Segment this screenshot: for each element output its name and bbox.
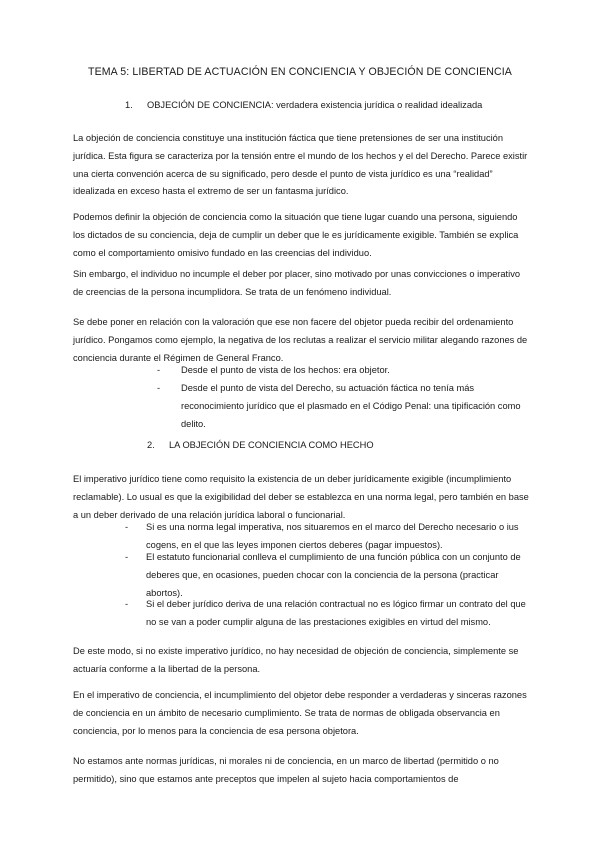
bullet-dash: - — [157, 365, 161, 375]
paragraph-5: El imperativo jurídico tiene como requisito la existencia de un deber jurídicamente exigible (incumplimiento reclamable). Lo usual es que la exigibilidad del deber se establezca en una norma legal, pero también en base a un deber derivado de una relación jurídica laboral o funcionarial. — [73, 474, 529, 520]
bullet-item — [125, 596, 533, 632]
paragraph-2: Podemos definir la objeción de conciencia como la situación que tiene lugar cuando una persona, siguiendo los dictados de su conciencia, deja de cumplir un deber que le es jurídicamente exigible. También se explica como el comportamiento omisivo fundado en las creencias del individuo. — [73, 212, 519, 258]
bullet-text: Si es una norma legal imperativa, nos situaremos en el marco del Derecho necesario o ius cogens, en el que las leyes imponen ciertos deberes (pagar impuestos). — [146, 522, 519, 550]
page-title: TEMA 5: LIBERTAD DE ACTUACIÓN EN CONCIENCIA Y OBJECIÓN DE CONCIENCIA — [88, 66, 512, 78]
bullet-text: Desde el punto de vista del Derecho, su actuación fáctica no tenía más reconocimiento jurídico que el plasmado en el Código Penal: una tipificación como delito. — [181, 383, 521, 429]
section-2-heading-text: LA OBJECIÓN DE CONCIENCIA COMO HECHO — [169, 440, 374, 450]
paragraph-1: La objeción de conciencia constituye una institución fáctica que tiene pretensiones de ser una institución jurídica. Esta figura se caracteriza por la tensión entre el mundo de los hechos y el del Derecho. Parece existir una cierta convención acerca de su significado, pero desde el punto de vista jurídico es una “realidad” idealizada en exceso hasta el extremo de ser un fantasma jurídico. — [73, 133, 528, 197]
bullet-dash: - — [125, 522, 129, 532]
section-1-heading-text: OBJECIÓN DE CONCIENCIA: verdadera existencia jurídica o realidad idealizada — [147, 100, 483, 110]
section-2-heading — [147, 440, 374, 450]
bullet-text: El estatuto funcionarial conlleva el cumplimiento de una función pública con un conjunto de deberes que, en ocasiones, pueden chocar con la conciencia de la persona (practicar abortos). — [146, 552, 521, 598]
paragraph-8: No estamos ante normas jurídicas, ni morales ni de conciencia, en un marco de libertad (permitido o no permitido), sino que estamos ante preceptos que impelen al sujeto hacia comportamientos de — [73, 756, 499, 784]
bullet-item — [157, 362, 533, 380]
paragraph-3: Sin embargo, el individuo no incumple el deber por placer, sino motivado por unas convicciones o imperativo de creencias de la persona incumplidora. Se trata de un fenómeno individual. — [73, 269, 521, 297]
bullet-item — [125, 549, 533, 602]
section-1-heading — [125, 100, 482, 110]
bullet-dash: - — [125, 599, 129, 609]
bullet-item — [157, 380, 533, 433]
paragraph-6: De este modo, si no existe imperativo jurídico, no hay necesidad de objeción de conciencia, simplemente se actuaría conforme a la libertad de la persona. — [73, 646, 519, 674]
paragraph-7: En el imperativo de conciencia, el incumplimiento del objetor debe responder a verdaderas y sinceras razones de conciencia en un ámbito de necesario cumplimiento. Se trata de normas de obligada observancia en conciencia, por lo menos para la conciencia de esa persona objetora. — [73, 690, 527, 736]
bullet-text: Si el deber jurídico deriva de una relación contractual no es lógico firmar un contrato del que no se van a poder cumplir alguna de las prestaciones exigibles en virtud del mismo. — [146, 599, 526, 627]
bullet-dash: - — [157, 383, 161, 393]
section-1-number: 1. — [125, 100, 133, 110]
paragraph-4: Se debe poner en relación con la valoración que ese non facere del objetor pueda recibir del ordenamiento jurídico. Pongamos como ejemplo, la negativa de los reclutas a realizar el servicio militar alegando razones de conciencia durante el Régimen de General Franco. — [73, 317, 528, 363]
section-2-number: 2. — [147, 440, 155, 450]
bullet-dash: - — [125, 552, 129, 562]
bullet-text: Desde el punto de vista de los hechos: era objetor. — [181, 365, 390, 375]
